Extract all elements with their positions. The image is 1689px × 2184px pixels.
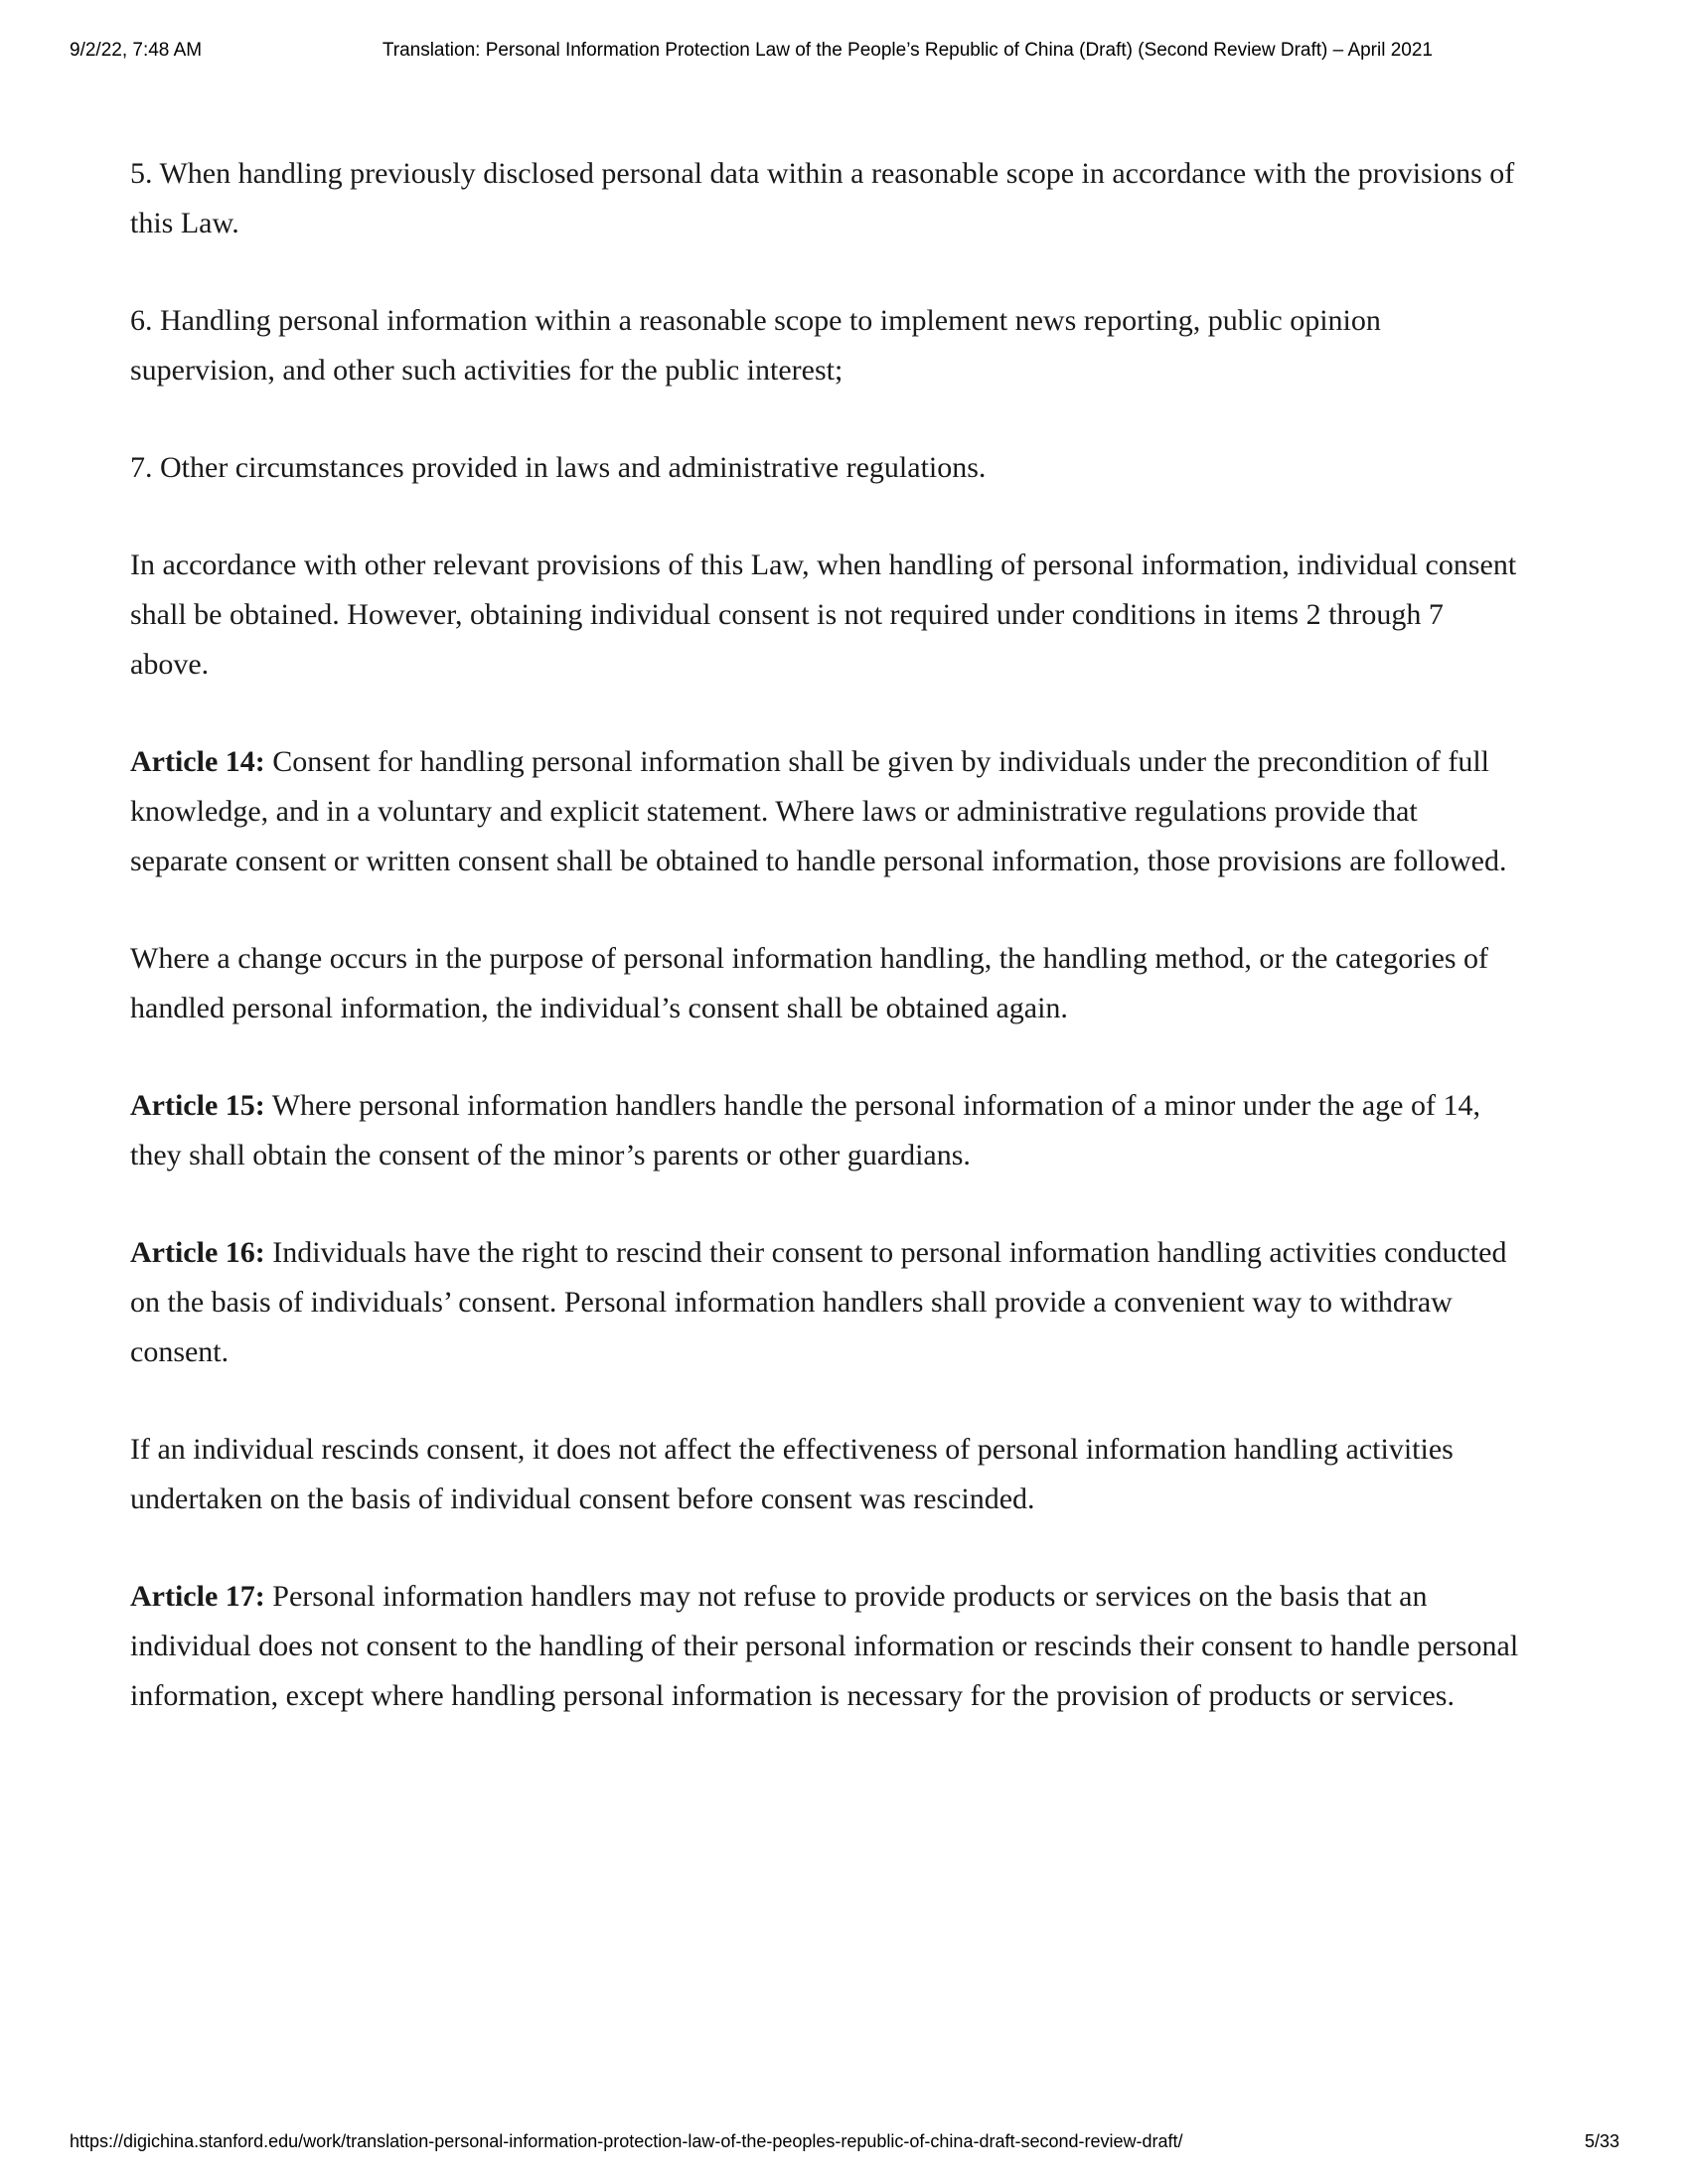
page-number: 5/33	[1584, 2131, 1619, 2151]
paragraph	[130, 541, 1521, 690]
article-label: Article 14:	[130, 745, 265, 778]
print-timestamp: 9/2/22, 7:48 AM	[70, 40, 203, 61]
paragraph-text: Personal information handlers may not refuse to provide products or services on the basis that an individual does not consent to the handling of their personal information or rescinds their consent to handle personal information, except where handling personal information is necessary for the provision of products or services.	[130, 1580, 1519, 1712]
paragraph	[130, 1425, 1521, 1524]
paragraph	[130, 443, 1521, 493]
document-title: Translation: Personal Information Protection Law of the People’s Republic of China (Draft) (Second Review Draft) – April 2021	[382, 40, 1434, 61]
paragraph-text: 7. Other circumstances provided in laws and administrative regulations.	[130, 451, 987, 484]
paragraph-text: 5. When handling previously disclosed personal data within a reasonable scope in accordance with the provisions of this Law.	[130, 157, 1515, 239]
paragraph	[130, 737, 1521, 886]
article-label: Article 16:	[130, 1236, 265, 1269]
paragraph	[130, 934, 1521, 1033]
paragraph-text: 6. Handling personal information within a reasonable scope to implement news reporting, public opinion supervision, and other such activities for the public interest;	[130, 304, 1381, 387]
print-header	[70, 40, 1619, 66]
article-label: Article 15:	[130, 1089, 265, 1122]
print-footer	[70, 2131, 1619, 2152]
document-body	[130, 149, 1521, 1769]
paragraph-text: If an individual rescinds consent, it does not affect the effectiveness of personal information handling activities undertaken on the basis of individual consent before consent was rescinded.	[130, 1433, 1454, 1515]
paragraph-text: Individuals have the right to rescind their consent to personal information handling activities conducted on the basis of individuals’ consent. Personal information handlers shall provide a convenient way to withdraw consent.	[130, 1236, 1507, 1368]
source-url: https://digichina.stanford.edu/work/translation-personal-information-protection-law-of-the-peoples-republic-of-china-draft-second-review-draft/	[70, 2131, 1183, 2151]
paragraph	[130, 1228, 1521, 1377]
paragraph-text: In accordance with other relevant provisions of this Law, when handling of personal information, individual consent shall be obtained. However, obtaining individual consent is not required under conditions in items 2 through 7 above.	[130, 548, 1517, 681]
paragraph	[130, 149, 1521, 248]
article-label: Article 17:	[130, 1580, 265, 1613]
paragraph	[130, 1081, 1521, 1180]
paragraph	[130, 1572, 1521, 1721]
paragraph-text: Where a change occurs in the purpose of personal information handling, the handling method, or the categories of handled personal information, the individual’s consent shall be obtained again.	[130, 942, 1489, 1024]
paragraph-text: Where personal information handlers handle the personal information of a minor under the age of 14, they shall obtain the consent of the minor’s parents or other guardians.	[130, 1089, 1480, 1171]
paragraph	[130, 296, 1521, 395]
paragraph-text: Consent for handling personal information shall be given by individuals under the precondition of full knowledge, and in a voluntary and explicit statement. Where laws or administrative regulations provide that separate consent or written consent shall be obtained to handle personal information, those provisions are followed.	[130, 745, 1507, 877]
